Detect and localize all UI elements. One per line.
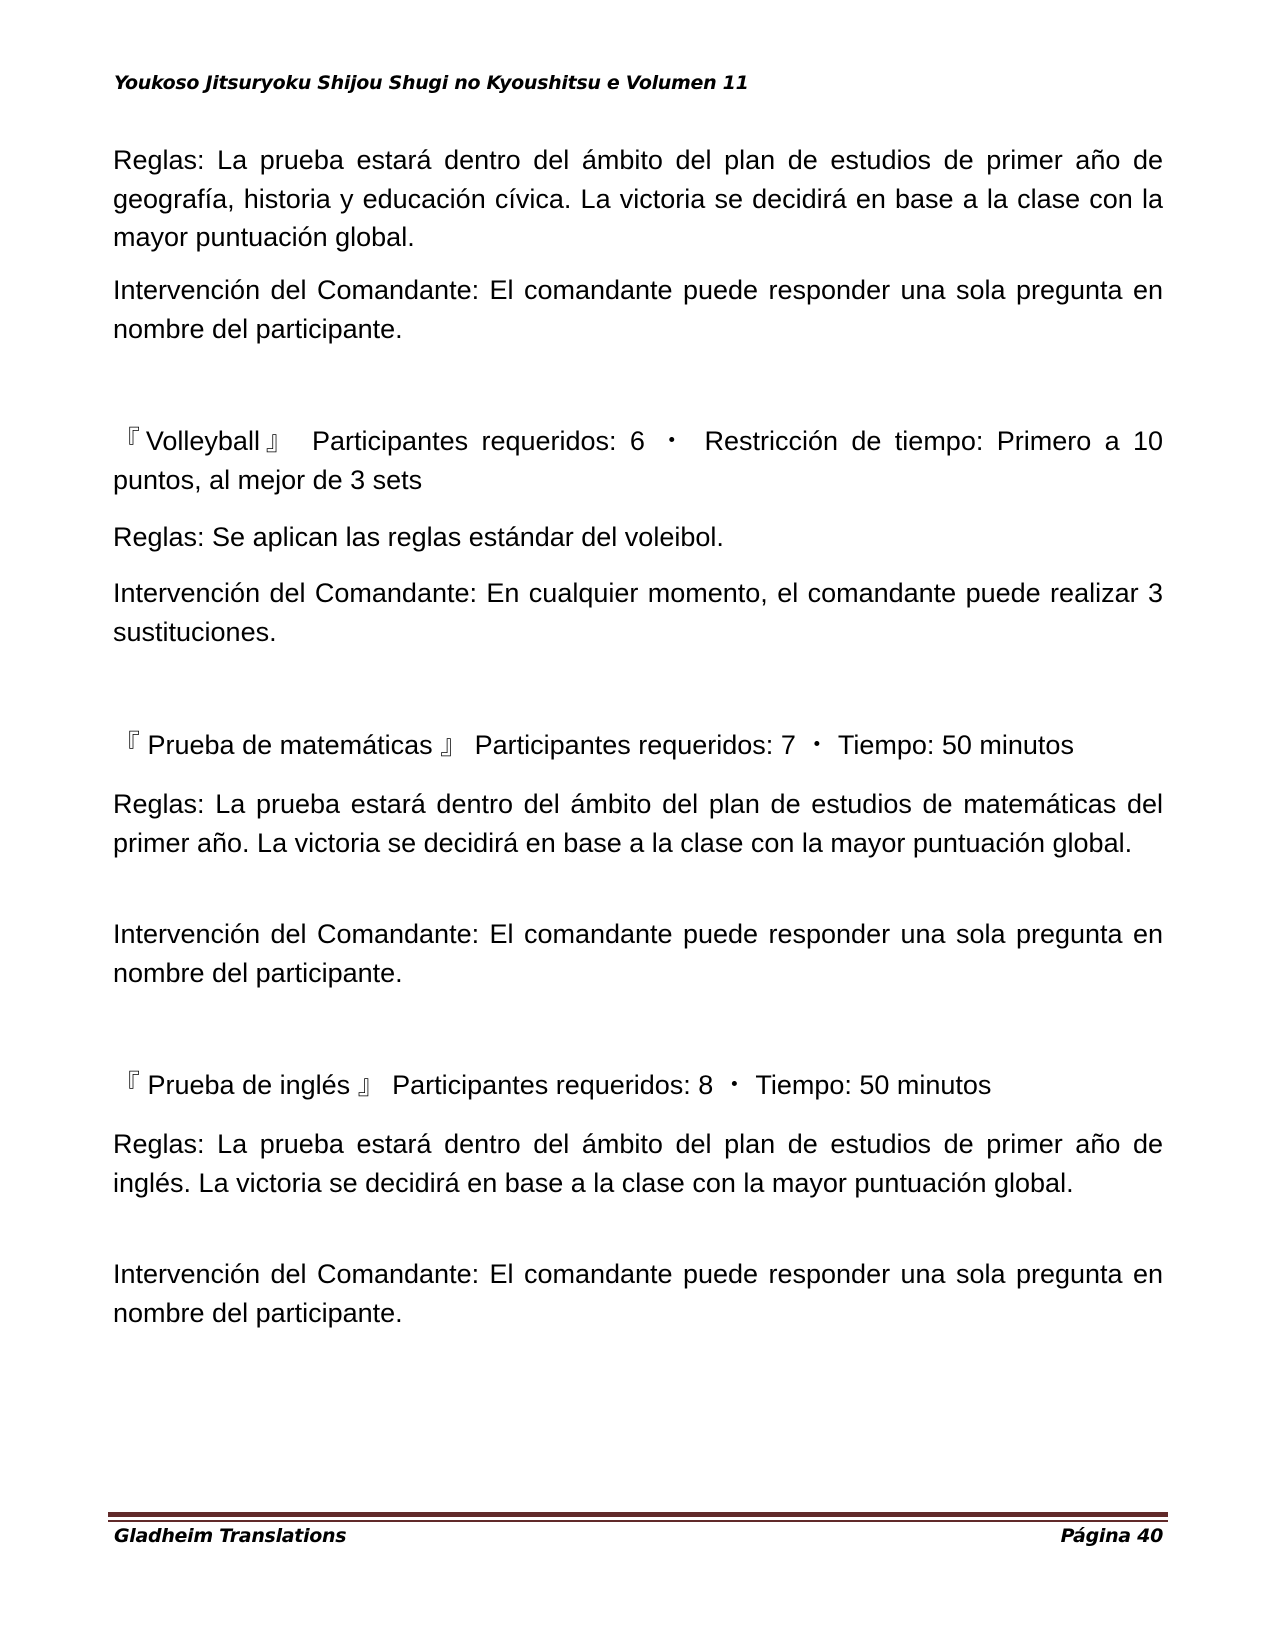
footer-translator-name: Gladheim Translations <box>114 1525 347 1547</box>
volleyball-rules-paragraph: Reglas: Se aplican las reglas estándar del voleibol. <box>113 522 724 552</box>
footer-divider-thin <box>108 1520 1168 1522</box>
page-header-title: Youkoso Jitsuryoku Shijou Shugi no Kyoushitsu e Volumen 11 <box>114 72 749 94</box>
geography-rules-paragraph: Reglas: La prueba estará dentro del ámbito del plan de estudios de primer año de geografía, historia y educación cívica. La victoria se decidirá en base a la clase con la mayor puntuación global. <box>113 145 1163 252</box>
english-rules-paragraph: Reglas: La prueba estará dentro del ámbito del plan de estudios de primer año de inglés. La victoria se decidirá en base a la clase con la mayor puntuación global. <box>113 1129 1163 1198</box>
math-heading-paragraph: 『 Prueba de matemáticas 』 Participantes requeridos: 7 ・ Tiempo: 50 minutos <box>113 730 1074 760</box>
geography-commander-paragraph: Intervención del Comandante: El comandante puede responder una sola pregunta en nombre del participante. <box>113 275 1163 344</box>
footer-divider-thick <box>108 1512 1168 1517</box>
footer-page-number: Página 40 <box>1060 1525 1163 1547</box>
english-commander-paragraph: Intervención del Comandante: El comandante puede responder una sola pregunta en nombre del participante. <box>113 1259 1163 1328</box>
math-commander-paragraph: Intervención del Comandante: El comandante puede responder una sola pregunta en nombre del participante. <box>113 919 1163 988</box>
volleyball-commander-paragraph: Intervención del Comandante: En cualquier momento, el comandante puede realizar 3 sustituciones. <box>113 578 1163 647</box>
math-rules-paragraph: Reglas: La prueba estará dentro del ámbito del plan de estudios de matemáticas del primer año. La victoria se decidirá en base a la clase con la mayor puntuación global. <box>113 789 1163 858</box>
english-heading-paragraph: 『 Prueba de inglés 』 Participantes requeridos: 8 ・ Tiempo: 50 minutos <box>113 1070 992 1100</box>
volleyball-heading-paragraph: 『Volleyball』 Participantes requeridos: 6 ・ Restricción de tiempo: Primero a 10 puntos, al mejor de 3 sets <box>113 426 1163 495</box>
